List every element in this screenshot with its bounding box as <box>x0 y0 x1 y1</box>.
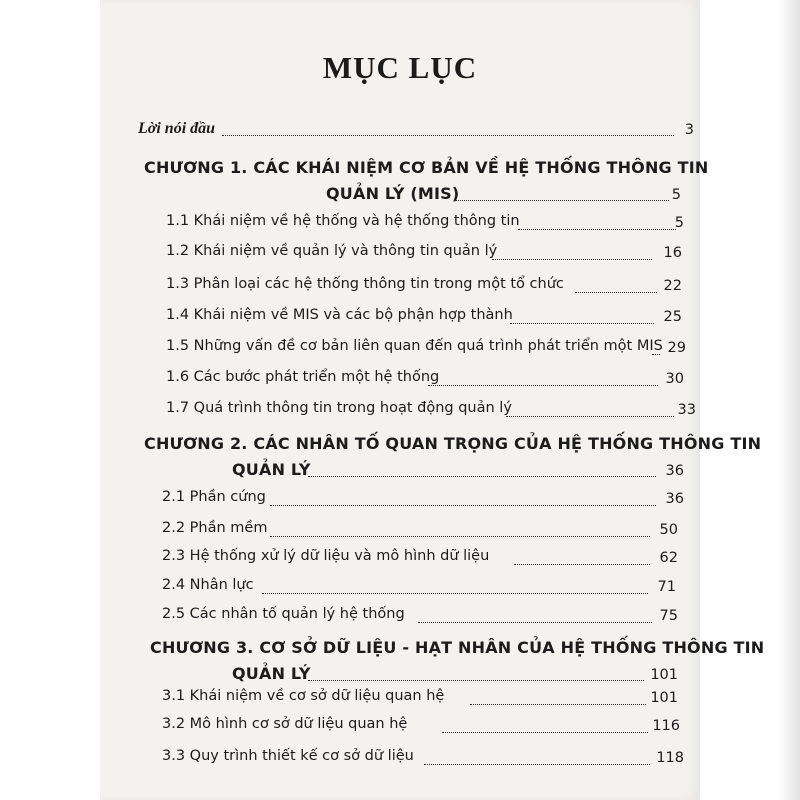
toc-entry: 3.3 Quy trình thiết kế cơ sở dữ liệu <box>162 748 414 764</box>
chapter-heading: CHƯƠNG 2. CÁC NHÂN TỐ QUAN TRỌNG CỦA HỆ THỐNG THÔNG TIN <box>144 434 762 453</box>
toc-page-number: 5 <box>674 215 684 231</box>
dot-leader <box>575 292 657 293</box>
toc-page-number: 29 <box>667 340 686 356</box>
chapter-heading-cont: QUẢN LÝ <box>232 664 311 683</box>
toc-entry: 3.2 Mô hình cơ sở dữ liệu quan hệ <box>162 716 408 732</box>
toc-entry-preface: Lời nói đầu <box>138 120 216 137</box>
dot-leader <box>470 704 646 705</box>
toc-page-number: 101 <box>650 690 678 706</box>
chapter-heading-cont: QUẢN LÝ <box>232 460 311 479</box>
page-shadow <box>778 0 800 800</box>
dot-leader <box>492 259 652 260</box>
dot-leader <box>222 135 674 136</box>
toc-page-number: 22 <box>663 278 682 294</box>
dot-leader <box>442 732 648 733</box>
toc-entry: 1.5 Những vấn đề cơ bản liên quan đến quá trình phát triển một MIS <box>166 338 663 354</box>
dot-leader <box>270 536 650 537</box>
toc-page-number: 101 <box>650 667 678 683</box>
toc-entry: 1.6 Các bước phát triển một hệ thống <box>166 369 440 385</box>
chapter-heading: CHƯƠNG 1. CÁC KHÁI NIỆM CƠ BẢN VỀ HỆ THỐNG THÔNG TIN <box>144 158 709 177</box>
toc-page-number: 62 <box>659 550 678 566</box>
chapter-heading-cont: QUẢN LÝ (MIS) <box>326 184 460 203</box>
toc-page-number: 75 <box>659 608 678 624</box>
dot-leader <box>424 764 650 765</box>
toc-page-number: 36 <box>665 491 684 507</box>
toc-page-number: 25 <box>663 309 682 325</box>
toc-page-number: 33 <box>677 402 696 418</box>
dot-leader <box>514 564 650 565</box>
toc-entry: 2.2 Phần mềm <box>162 520 268 536</box>
dot-leader <box>308 680 644 681</box>
toc-entry: 2.3 Hệ thống xử lý dữ liệu và mô hình dữ liệu <box>162 548 490 564</box>
toc-entry: 1.3 Phân loại các hệ thống thông tin trong một tổ chức <box>166 276 564 292</box>
toc-entry: 2.5 Các nhân tố quản lý hệ thống <box>162 606 405 622</box>
toc-entry: 1.1 Khái niệm về hệ thống và hệ thống thông tin <box>166 213 520 229</box>
toc-entry: 1.7 Quá trình thông tin trong hoạt động quản lý <box>166 400 512 416</box>
toc-page-number: 36 <box>665 463 684 479</box>
dot-leader <box>262 593 648 594</box>
toc-page-number: 50 <box>659 522 678 538</box>
toc-entry: 3.1 Khái niệm về cơ sở dữ liệu quan hệ <box>162 688 445 704</box>
dot-leader <box>308 476 656 477</box>
page-title: MỤC LỤC <box>322 50 478 85</box>
toc-entry: 2.4 Nhân lực <box>162 577 254 593</box>
dot-leader <box>506 416 674 417</box>
chapter-heading: CHƯƠNG 3. CƠ SỞ DỮ LIỆU - HẠT NHÂN CỦA HỆ THỐNG THÔNG TIN <box>150 638 765 657</box>
toc-page-number: 16 <box>663 245 682 261</box>
book-page <box>100 0 765 800</box>
dot-leader <box>454 200 669 201</box>
toc-page-number: 116 <box>652 718 680 734</box>
toc-page-number: 71 <box>657 579 676 595</box>
toc-page-number: 30 <box>665 371 684 387</box>
dot-leader <box>418 622 652 623</box>
dot-leader <box>428 385 658 386</box>
dot-leader <box>652 354 660 355</box>
dot-leader <box>518 229 676 230</box>
toc-page-number: 3 <box>684 122 694 138</box>
toc-entry: 1.2 Khái niệm về quản lý và thông tin quản lý <box>166 243 498 259</box>
toc-page-number: 118 <box>656 750 684 766</box>
dot-leader <box>270 505 656 506</box>
toc-entry: 2.1 Phần cứng <box>162 489 266 505</box>
dot-leader <box>510 323 654 324</box>
toc-page-number: 5 <box>671 187 681 203</box>
toc-entry: 1.4 Khái niệm về MIS và các bộ phận hợp thành <box>166 307 513 323</box>
